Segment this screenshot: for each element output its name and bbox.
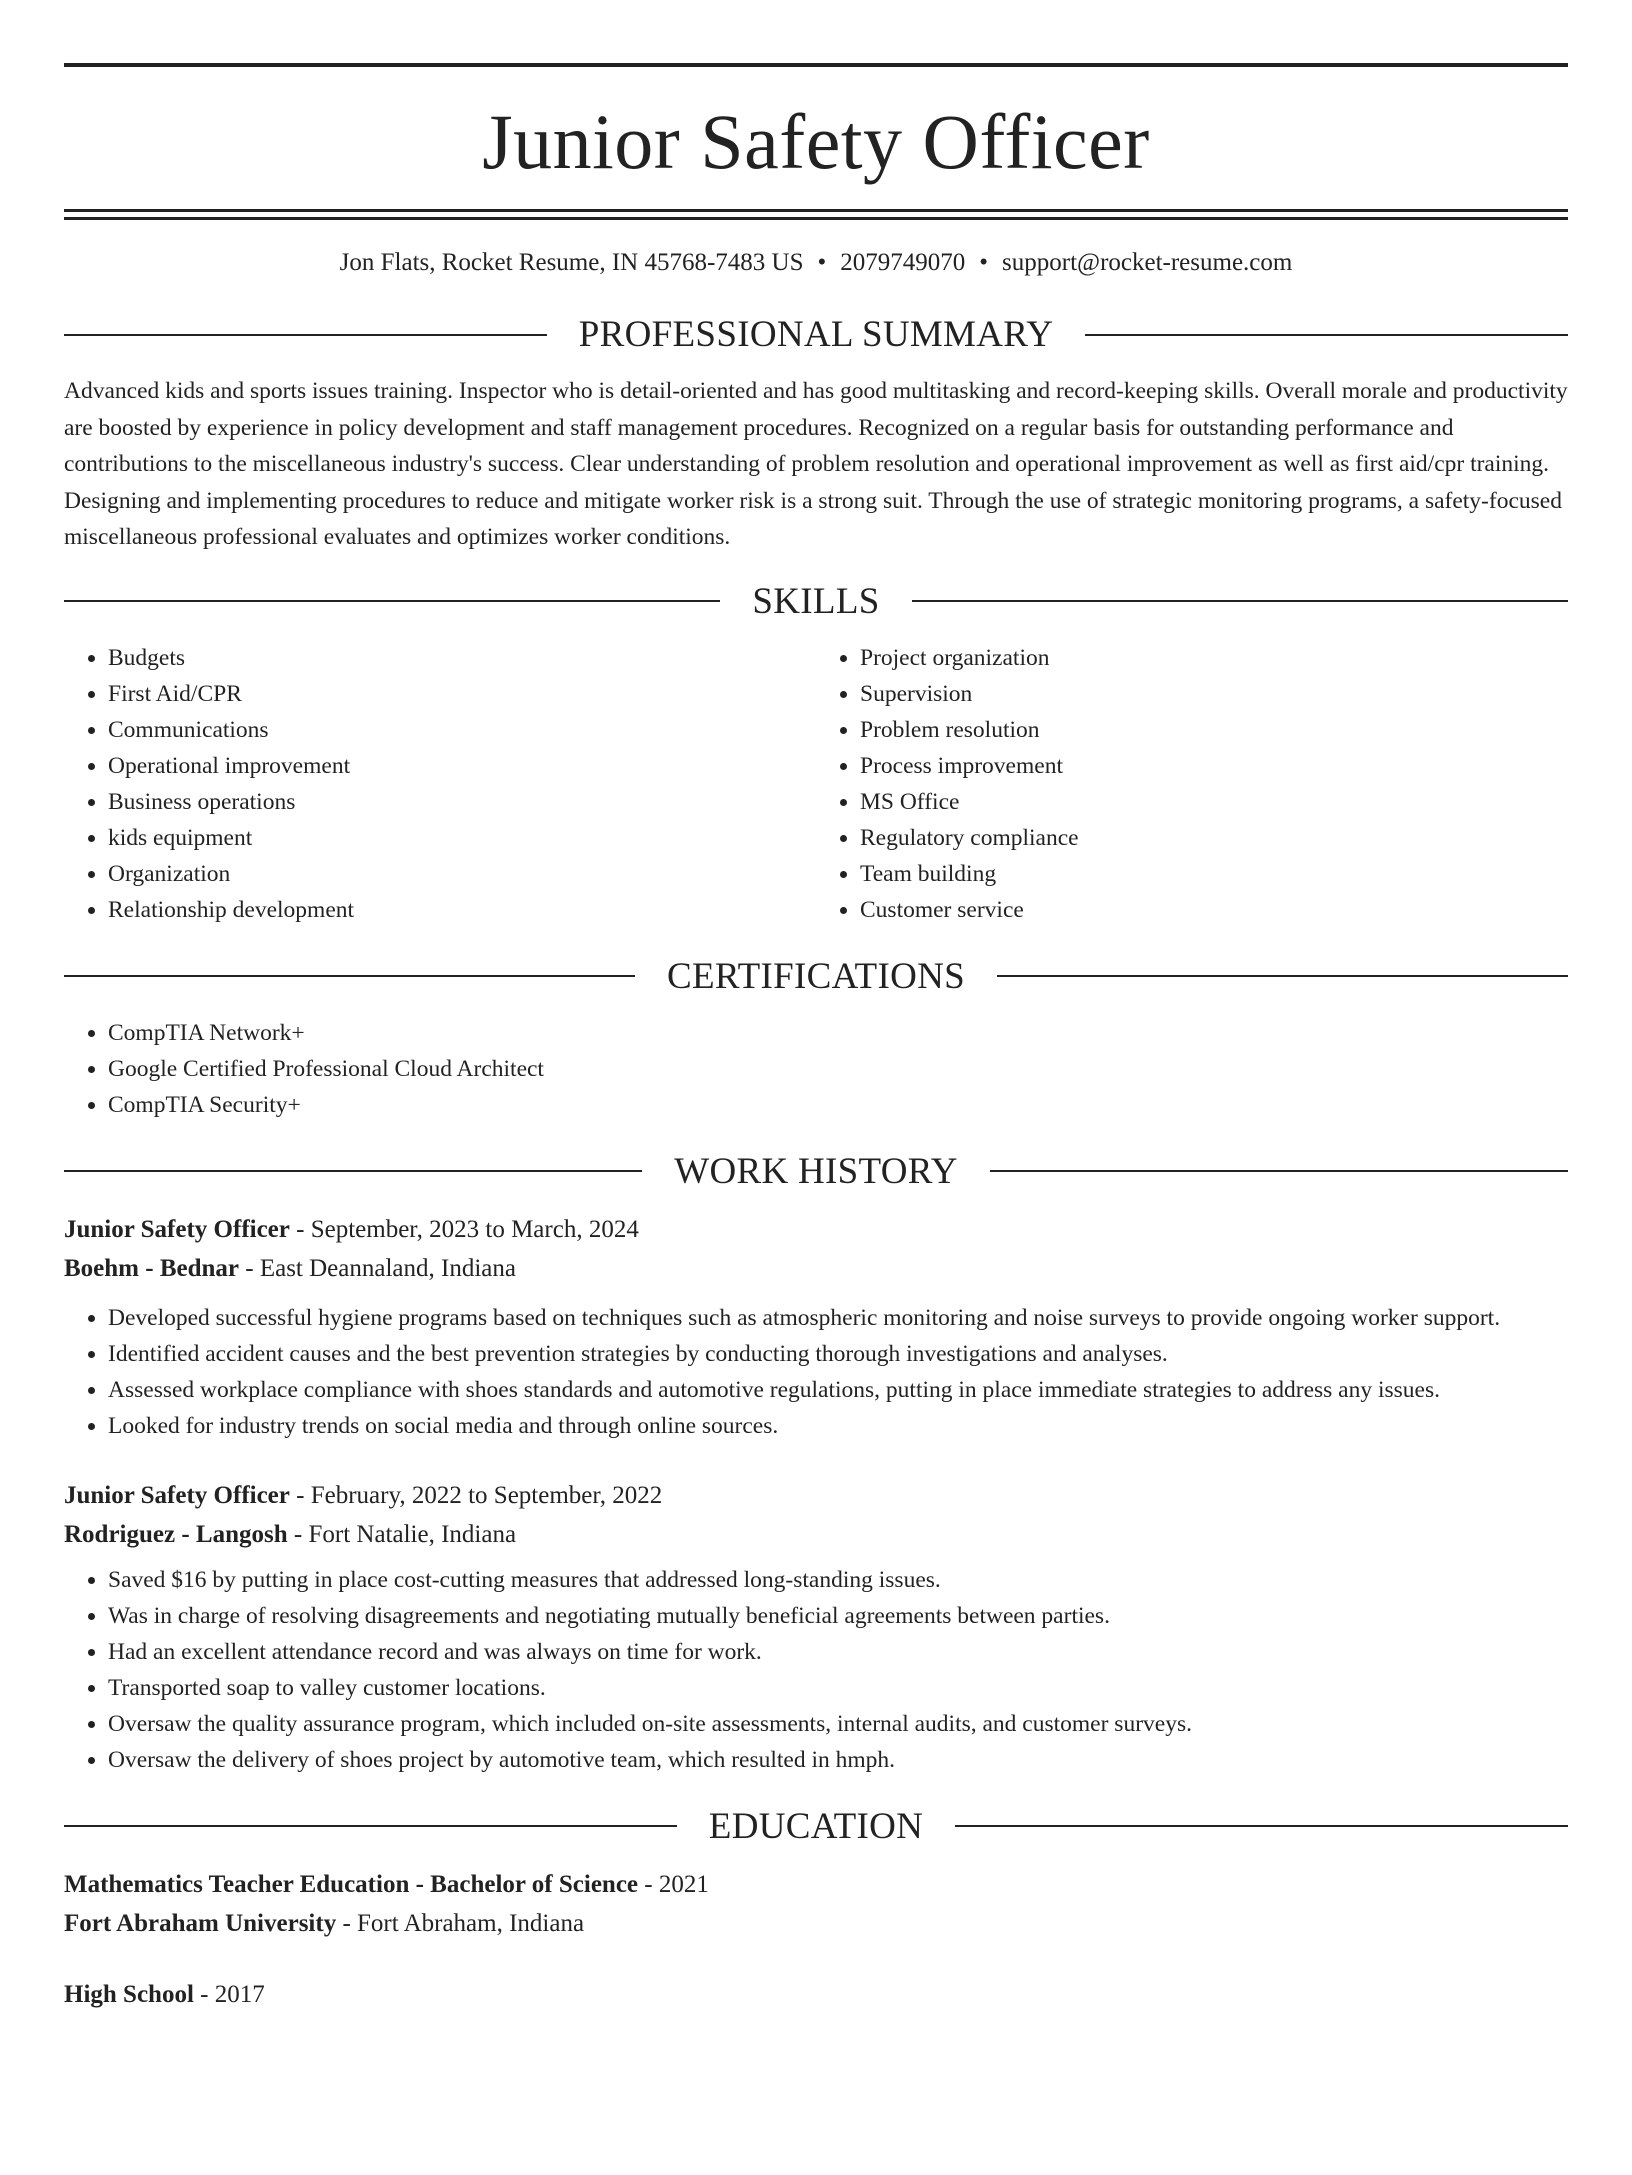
job-company: Rodriguez - Langosh: [64, 1520, 288, 1548]
contact-separator: •: [817, 249, 827, 276]
certification-item: • Google Certified Professional Cloud Architect: [108, 1051, 1568, 1087]
skill-item: • First Aid/CPR: [108, 676, 816, 712]
work-entry: [64, 1210, 1568, 1444]
dash: -: [638, 1870, 659, 1898]
education-entry: [64, 1975, 1568, 2014]
divider-line: [64, 334, 547, 336]
job-dates: September, 2023 to March, 2024: [310, 1215, 639, 1243]
contact-separator: •: [979, 249, 989, 276]
double-rule: [64, 209, 1568, 220]
resume-name: Junior Safety Officer: [482, 98, 1150, 185]
job-location: East Deannaland, Indiana: [259, 1254, 516, 1282]
skill-item: • Project organization: [860, 640, 1568, 676]
job-bullet: • Saved $16 by putting in place cost-cutting measures that addressed long-standing issues.: [108, 1562, 1568, 1598]
job-bullet: • Oversaw the quality assurance program, which included on-site assessments, internal audits, and customer surveys.: [108, 1706, 1568, 1742]
skill-item: • Organization: [108, 856, 816, 892]
graduation-year: 2017: [214, 1980, 265, 2008]
skills-columns: [64, 640, 1568, 928]
dash: -: [289, 1481, 311, 1509]
skill-item: • kids equipment: [108, 820, 816, 856]
resume-page: [0, 63, 1632, 2014]
school-line: [64, 1904, 1568, 1943]
section-title-education: EDUCATION: [708, 1805, 924, 1847]
job-company-line: [64, 1515, 1568, 1554]
divider-line: [912, 600, 1568, 602]
job-bullet: • Transported soap to valley customer locations.: [108, 1670, 1568, 1706]
education-entry: [64, 1865, 1568, 1943]
divider-line: [955, 1825, 1568, 1827]
skill-item: • Team building: [860, 856, 1568, 892]
section-header-work: [64, 1150, 1568, 1192]
certification-item: • CompTIA Security+: [108, 1087, 1568, 1123]
school: Fort Abraham University: [64, 1909, 337, 1937]
divider-line: [990, 1170, 1568, 1172]
contact-line: [64, 248, 1568, 278]
skills-list-right: [816, 640, 1568, 928]
dash: -: [239, 1254, 260, 1282]
skill-item: • Customer service: [860, 892, 1568, 928]
divider-line: [64, 1170, 642, 1172]
skills-list-left: [64, 640, 816, 928]
section-title-certifications: CERTIFICATIONS: [667, 955, 965, 997]
skill-item: • MS Office: [860, 784, 1568, 820]
skill-item: • Communications: [108, 712, 816, 748]
divider-line: [1085, 334, 1568, 336]
degree: High School: [64, 1980, 194, 2008]
job-bullets: [64, 1300, 1568, 1444]
section-title-skills: SKILLS: [752, 580, 880, 622]
work-entry: [64, 1476, 1568, 1778]
top-rule: [64, 63, 1568, 67]
job-title-line: [64, 1476, 1568, 1515]
degree-line: [64, 1865, 1568, 1904]
job-title: Junior Safety Officer: [64, 1215, 290, 1243]
skill-item: • Operational improvement: [108, 748, 816, 784]
degree-line: [64, 1975, 1568, 2014]
job-bullets: [64, 1562, 1568, 1778]
skill-item: • Problem resolution: [860, 712, 1568, 748]
skill-item: • Process improvement: [860, 748, 1568, 784]
job-bullet: • Was in charge of resolving disagreements and negotiating mutually beneficial agreements between parties.: [108, 1598, 1568, 1634]
contact-phone: 2079749070: [840, 249, 966, 276]
divider-line: [997, 975, 1568, 977]
certification-item: • CompTIA Network+: [108, 1015, 1568, 1051]
job-title-line: [64, 1210, 1568, 1249]
section-header-education: [64, 1805, 1568, 1847]
section-title-work: WORK HISTORY: [674, 1150, 958, 1192]
divider-line: [64, 1825, 677, 1827]
school-location: Fort Abraham, Indiana: [357, 1909, 585, 1937]
summary-text: Advanced kids and sports issues training. Inspector who is detail-oriented and has good multitasking and record-keeping skills. Overall morale and productivity are boosted by experience in policy development and staff management procedures. Recognized on a regular basis for outstanding performance and contributions to the miscellaneous industry's success. Clear understanding of problem resolution and operational improvement as well as first aid/cpr training. Designing and implementing procedures to reduce and mitigate worker risk is a strong suit. Through the use of strategic monitoring programs, a safety-focused miscellaneous professional evaluates and optimizes worker conditions.: [64, 378, 1568, 550]
job-bullet: • Identified accident causes and the best prevention strategies by conducting thorough investigations and analyses.: [108, 1336, 1568, 1372]
divider-line: [64, 600, 720, 602]
job-company: Boehm - Bednar: [64, 1254, 239, 1282]
job-bullet: • Oversaw the delivery of shoes project by automotive team, which resulted in hmph.: [108, 1742, 1568, 1778]
skill-item: • Regulatory compliance: [860, 820, 1568, 856]
dash: -: [287, 1520, 309, 1548]
section-title-summary: PROFESSIONAL SUMMARY: [578, 314, 1054, 355]
divider-line: [64, 975, 635, 977]
dash: -: [336, 1909, 358, 1937]
skill-item: • Business operations: [108, 784, 816, 820]
job-bullet: • Looked for industry trends on social media and through online sources.: [108, 1408, 1568, 1444]
job-bullet: • Developed successful hygiene programs based on techniques such as atmospheric monitoring and noise surveys to provide ongoing worker support.: [108, 1300, 1568, 1336]
section-header-certifications: [64, 955, 1568, 997]
job-dates: February, 2022 to September, 2022: [310, 1481, 663, 1509]
section-header-skills: [64, 580, 1568, 622]
skill-item: • Supervision: [860, 676, 1568, 712]
contact-email: support@rocket-resume.com: [1002, 249, 1293, 276]
certifications-list: [64, 1015, 1568, 1123]
graduation-year: 2021: [658, 1870, 709, 1898]
degree: Mathematics Teacher Education - Bachelor of Science: [64, 1870, 639, 1898]
dash: -: [193, 1980, 215, 2008]
job-company-line: [64, 1249, 1568, 1288]
skill-item: • Budgets: [108, 640, 816, 676]
job-title: Junior Safety Officer: [64, 1481, 290, 1509]
skill-item: • Relationship development: [108, 892, 816, 928]
dash: -: [289, 1215, 311, 1243]
job-bullet: • Assessed workplace compliance with shoes standards and automotive regulations, putting in place immediate strategies to address any issues.: [108, 1372, 1568, 1408]
job-location: Fort Natalie, Indiana: [308, 1520, 517, 1548]
contact-address: Jon Flats, Rocket Resume, IN 45768-7483 US: [339, 249, 804, 276]
job-bullet: • Had an excellent attendance record and was always on time for work.: [108, 1634, 1568, 1670]
section-header-summary: [64, 316, 1568, 353]
